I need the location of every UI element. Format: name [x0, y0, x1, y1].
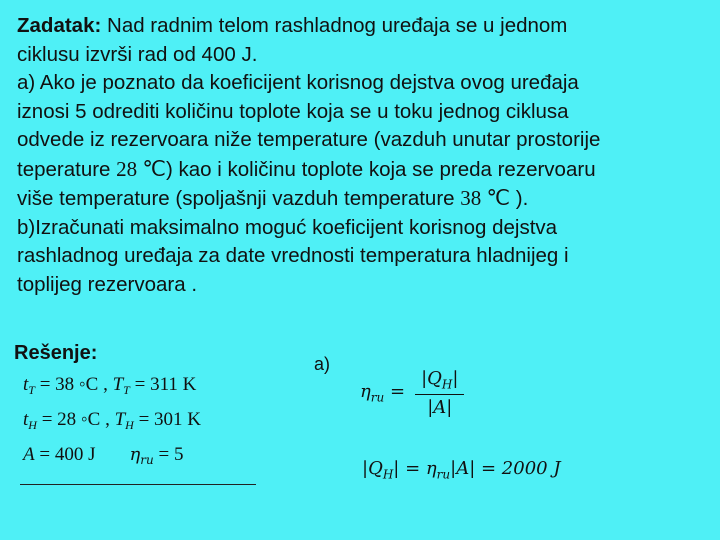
f2-sub: H	[382, 467, 394, 482]
task-statement	[17, 12, 707, 299]
var-T: T	[112, 374, 124, 395]
f2-end: |A| = 2000 J	[450, 458, 561, 479]
f2-start: |Q	[362, 458, 383, 479]
f2-eta-sub: ru	[436, 467, 451, 482]
task-line-1-text: Nad radnim telom rashladnog uređaja se u jednom	[101, 14, 568, 37]
f1-eta	[360, 381, 405, 405]
sub-t: T	[28, 383, 35, 397]
var-t: t	[23, 374, 29, 395]
given-values	[23, 370, 201, 475]
eta-value: = 5	[153, 444, 184, 465]
task-line-7	[17, 184, 707, 214]
task-line-7-a: više temperature (spoljašnji vazduh temperature	[17, 187, 461, 210]
task-line-7-b: ).	[510, 187, 529, 210]
efficiency-formula	[360, 368, 464, 418]
given-row-hot	[23, 370, 201, 405]
eta-symbol: η	[129, 444, 141, 465]
task-line-10: toplijeg rezervoara .	[17, 272, 198, 296]
task-line-2: ciklusu izvrši rad od 400 J.	[17, 42, 258, 66]
f1-num: |Q	[421, 368, 442, 389]
task-line-4: iznosi 5 odrediti količinu toplote koja se u toku jednog ciklusa	[17, 99, 569, 123]
fraction-numerator	[415, 368, 464, 395]
task-line-9: rashladnog uređaja za date vrednosti temperatura hladnijeg i	[17, 244, 569, 267]
var-t: t	[23, 409, 29, 430]
var-T: T	[114, 409, 126, 430]
f1-den: |A|	[427, 396, 453, 418]
given-row-work	[23, 440, 201, 475]
task-line-8: b)Izračunati maksimalno moguć koeficijent korisnog dejstva	[17, 215, 558, 239]
task-line-5: odvede iz rezervoara niže temperature (vazduh unutar prostorije	[17, 128, 601, 151]
task-line-1	[17, 12, 707, 41]
f2-mid: | = η	[393, 458, 437, 479]
task-line-3: a) Ako je poznato da koeficijent korisnog dejstva ovog uređaja	[17, 71, 579, 94]
f1-num-end: |	[452, 368, 459, 389]
task-line-6	[17, 155, 707, 185]
fraction	[415, 368, 464, 418]
cold-celsius: = 28 ◦C ,	[36, 409, 115, 430]
part-a-label: a)	[314, 354, 331, 374]
given-row-cold	[23, 405, 201, 440]
divider-line	[20, 484, 256, 485]
outer-temperature: 38 ℃	[460, 186, 511, 210]
sub-T: H	[125, 418, 134, 432]
f1-eta-symbol: η	[360, 381, 371, 402]
sub-t: H	[28, 418, 37, 432]
fraction-denominator	[427, 395, 452, 418]
f1-equals: =	[384, 381, 406, 402]
eta-sub: ru	[140, 453, 154, 467]
hot-kelvin: = 311 K	[129, 374, 197, 395]
task-line-6-b: ) kao i količinu toplote koja se preda rezervoaru	[166, 157, 596, 181]
f1-num-sub: H	[441, 377, 453, 392]
var-A: A	[23, 444, 35, 465]
f1-eta-sub: ru	[370, 390, 385, 405]
task-line-6-a: teperature	[17, 157, 117, 181]
task-label: Zadatak:	[17, 14, 102, 37]
inner-temperature: 28 ℃	[116, 156, 166, 181]
cold-kelvin: = 301 K	[133, 409, 202, 430]
sub-T: T	[123, 383, 130, 397]
work-value: = 400 J	[34, 444, 96, 465]
hot-celsius: = 38 ◦C ,	[34, 374, 113, 395]
solution-title: Rešenje:	[14, 342, 98, 364]
heat-result-formula	[362, 458, 561, 482]
